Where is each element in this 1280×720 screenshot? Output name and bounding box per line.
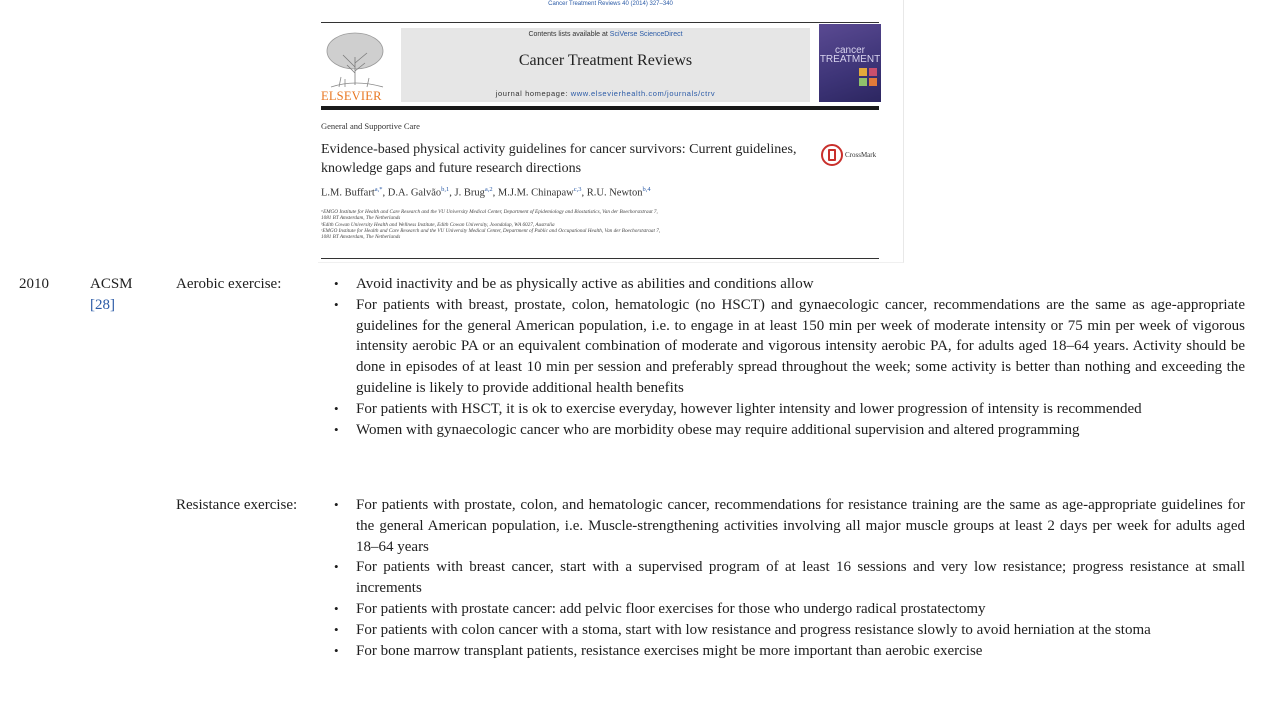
list-item: [333, 495, 1245, 557]
guideline-organization: ACSM: [90, 276, 133, 292]
crossmark-label: CrossMark: [845, 151, 877, 159]
author-affiliation-mark: a,2: [484, 186, 493, 193]
affiliation-line: ᶜEMGO Institute for Health and Care Research and the VU University Medical Center, Department of Public and Occupational Health, Van der Boechorststraat 7,: [321, 227, 661, 234]
affiliation-line: 1081 BT Amsterdam, The Netherlands: [321, 215, 401, 222]
author-affiliation-mark: b,1: [441, 186, 450, 193]
affiliation-line: ᵇEdith Cowan University Health and Wellness Institute, Edith Cowan University, Joondalup, WA 6027, Australia: [321, 221, 555, 228]
bottom-rule: [321, 258, 879, 259]
bullet-icon: •: [334, 600, 339, 616]
journal-masthead: [401, 28, 810, 102]
list-item-text: For patients with breast, prostate, colon, hematologic (no HSCT) and gynaecologic cancer, recommendations are the same as age-appropriate guidelines for the general American population, i.e. to engage in at least 150 min per week of moderate intensity or 75 min per week of vigorous intensity aerobic PA or an equivalent combination of moderate and vigorous intensity aerobic PA, for adults aged 18–64 years. Activity should be done in episodes of at least 10 min per session and preferably spread throughout the week; some activity is better than nothing and exceeding the guideline is likely to provide additional health benefits: [356, 296, 1245, 396]
cover-block: [869, 78, 877, 86]
resistance-recommendations-list: [333, 495, 1245, 661]
list-item: [333, 599, 1245, 620]
author-name: J. Brug: [454, 187, 485, 199]
author-name: M.J.M. Chinapaw: [497, 187, 574, 199]
list-item-text: Avoid inactivity and be as physically active as abilities and conditions allow: [356, 276, 814, 292]
bullet-icon: •: [334, 497, 339, 512]
list-item: [333, 557, 1245, 599]
journal-title: Cancer Treatment Reviews: [518, 52, 693, 69]
list-item-text: For patients with breast cancer, start with a supervised program of at least 16 sessions and very low resistance; progress resistance at small increments: [356, 559, 1245, 597]
bullet-icon: •: [334, 621, 339, 637]
list-item-text: For patients with HSCT, it is ok to exercise everyday, however lighter intensity and lower progression of intensity is recommended: [356, 400, 1142, 417]
resistance-exercise-label: Resistance exercise:: [176, 497, 298, 513]
bullet-icon: •: [334, 296, 339, 312]
contents-prefix: Contents lists available at: [528, 31, 610, 38]
bullet-icon: •: [334, 642, 339, 658]
author-affiliation-mark: b,4: [642, 186, 651, 193]
homepage-prefix: journal homepage:: [495, 89, 571, 98]
list-item: [333, 641, 1245, 662]
reference-link[interactable]: [28]: [90, 297, 115, 313]
sciencedirect-link[interactable]: SciVerse ScienceDirect: [609, 31, 683, 38]
contents-line: [401, 31, 810, 38]
author-list: L.M. Buffart$^{a,*}$, D.A. Galvão$^{b,1}$, J. Brug$^{a,2}$, M.J.M. Chinapaw$^{c,3}$, R.U. Newton$^{b,4}$: [321, 186, 651, 199]
author-name: D.A. Galvão: [387, 187, 442, 199]
author-affiliation-mark: c,3: [573, 186, 582, 193]
aerobic-recommendations-list: [333, 274, 1245, 440]
list-item: [333, 295, 1245, 399]
affiliation-line: ᵃEMGO Institute for Health and Care Research and the VU University Medical Center, Department of Epidemiology and Biostatistics, Van der Boechorststraat 7,: [321, 209, 658, 215]
bullet-icon: •: [334, 421, 339, 437]
list-item-text: For patients with prostate, colon, and hematologic cancer, recommendations for resistance training are the same as age-appropriate guidelines for the general American population, i.e. Muscle-strengthening activities involving all major muscle groups at least 2 days per week for adults aged 18–64 years: [356, 497, 1245, 555]
journal-cover-thumbnail: [819, 24, 881, 102]
section-label: General and Supportive Care: [321, 121, 420, 131]
author-name: R.U. Newton: [586, 187, 643, 199]
affiliation-line: 1081 BT Amsterdam, The Netherlands: [321, 234, 401, 241]
affiliation-list: [321, 209, 831, 240]
cover-block: [859, 68, 867, 76]
cover-title: cancer TREATMENT: [819, 45, 881, 65]
publisher-name: ELSEVIER: [321, 89, 382, 103]
top-rule: [321, 22, 879, 23]
homepage-link[interactable]: www.elsevierhealth.com/journals/ctrv: [570, 89, 716, 98]
bullet-icon: •: [334, 400, 339, 416]
author-name: L.M. Buffart: [321, 187, 375, 199]
list-item-text: For bone marrow transplant patients, resistance exercises might be more important than aerobic exercise: [356, 642, 983, 659]
list-item: [333, 399, 1245, 420]
journal-citation: Cancer Treatment Reviews 40 (2014) 327–340: [548, 1, 673, 7]
list-item-text: For patients with colon cancer with a stoma, start with low resistance and progress resistance slowly to avoid herniation at the stoma: [356, 621, 1151, 638]
guideline-year: 2010: [19, 276, 49, 292]
list-item: [333, 274, 1245, 295]
cover-block: [859, 78, 867, 86]
list-item-text: Women with gynaecologic cancer who are morbidity obese may require additional supervision and altered programming: [356, 421, 1080, 438]
article-header-card: [318, 0, 904, 263]
list-item: [333, 420, 1245, 441]
thick-rule: [321, 106, 879, 110]
article-title: Evidence-based physical activity guidelines for cancer survivors: Current guidelines, knowledge gaps and future research directions: [321, 142, 797, 176]
list-item: [333, 620, 1245, 641]
cover-block: [869, 68, 877, 76]
bullet-icon: •: [334, 276, 339, 291]
aerobic-exercise-label: Aerobic exercise:: [176, 276, 282, 292]
bullet-icon: •: [334, 559, 339, 575]
list-item-text: For patients with prostate cancer: add pelvic floor exercises for those who undergo radical prostatectomy: [356, 600, 986, 617]
crossmark-icon[interactable]: [821, 144, 843, 166]
journal-homepage: [401, 89, 810, 98]
author-affiliation-mark: a,*: [374, 186, 383, 193]
